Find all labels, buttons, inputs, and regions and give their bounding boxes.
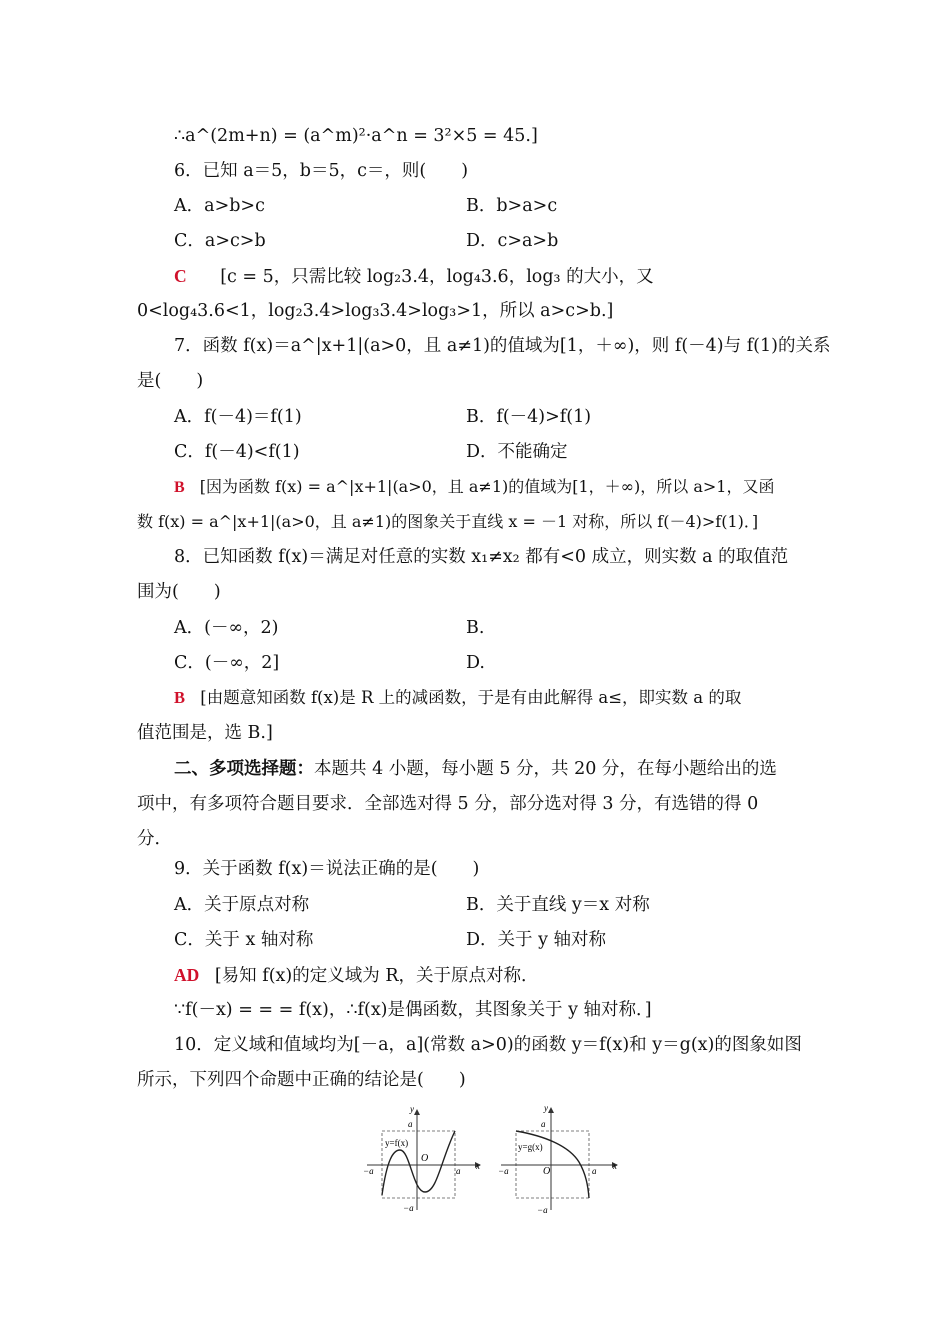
q8-option-b: B. [466,618,485,638]
graph-f-y-label: y [410,1104,414,1114]
q7-option-c: C．f(－4)<f(1) [174,442,300,462]
q7-stem-line2: 是( ) [137,371,204,391]
q8-answer-line2: 值范围是，选 B.] [137,723,273,743]
q9-answer-line2: ∵f(－x) = = = f(x)，∴f(x)是偶函数，其图象关于 y 轴对称．] [174,1000,652,1020]
section2-line2: 项中，有多项符合题目要求．全部选对得 5 分，部分选对得 3 分，有选错的得 0 [137,794,759,814]
q8-option-c: C．(－∞，2] [174,653,280,673]
q7-answer-line2: 数 f(x) = a^|x+1|(a>0，且 a≠1)的图象关于直线 x = －1 对称，所以 f(－4)>f(1)．] [137,512,759,531]
q6-option-a: A．a>b>c [174,196,265,216]
q8-answer-letter: B [174,688,186,707]
graph-g-neg-a-bottom: −a [537,1205,548,1215]
q7-option-b: B．f(－4)>f(1) [466,407,592,427]
q6-answer-letter: C [174,266,187,286]
q9-stem: 9．关于函数 f(x)＝说法正确的是( ) [174,859,480,879]
graph-f-neg-a-left: −a [363,1166,374,1176]
figure-graphs [355,1100,655,1220]
section2-line3: 分． [137,829,172,849]
graph-f-neg-a-bottom: −a [403,1203,414,1213]
q9-answer-letter: AD [174,965,200,985]
graph-f-origin: O [421,1153,429,1164]
q6-option-c: C．a>c>b [174,231,266,251]
graph-g-origin: O [543,1166,551,1177]
graph-f-label: y=f(x) [385,1138,409,1148]
graph-g-y-label: y [544,1103,548,1113]
q10-stem-line2: 所示，下列四个命题中正确的结论是( ) [137,1070,466,1090]
q9-option-d: D．关于 y 轴对称 [466,930,607,950]
q7-answer-line1: B [因为函数 f(x) = a^|x+1|(a>0，且 a≠1)的值域为[1，＋∞)，所以 a>1，又函 [174,477,775,496]
q7-answer-letter: B [174,479,185,496]
graph-g-x-label: x [613,1161,617,1171]
q6-option-d: D．c>a>b [466,231,559,251]
continuation-line: ∴a^(2m+n) = (a^m)²·a^n = 3²×5 = 45.] [174,126,538,146]
graph-f-a-top: a [408,1119,413,1129]
section2-line1: 二、多项选择题：本题共 4 小题，每小题 5 分，共 20 分，在每小题给出的选 [174,759,777,779]
q8-option-d: D. [466,653,485,673]
q6-option-b: B．b>a>c [466,196,558,216]
q8-stem-line2: 围为( ) [137,582,221,602]
q6-answer-line1: C [c = 5，只需比较 log₂3.4，log₄3.6，log₃ 的大小，又 [174,266,654,287]
graph-g [498,1103,617,1215]
q7-option-a: A．f(－4)＝f(1) [174,407,302,427]
q8-option-a: A．(－∞，2) [174,618,279,638]
q9-option-a: A．关于原点对称 [174,895,310,915]
q9-option-b: B．关于直线 y＝x 对称 [466,895,650,915]
graph-g-a-top: a [541,1119,546,1129]
q8-answer-line1: B [由题意知函数 f(x)是 R 上的减函数，于是有由此解得 a≤，即实数 a 的取 [174,688,742,707]
q9-option-c: C．关于 x 轴对称 [174,930,314,950]
graph-g-a-right: a [592,1166,597,1176]
q9-answer-line1: AD [易知 f(x)的定义域为 R，关于原点对称． [174,965,539,986]
graph-f-x-label: x [476,1161,480,1171]
q8-stem-line1: 8．已知函数 f(x)＝满足对任意的实数 x₁≠x₂ 都有<0 成立，则实数 a 的取值范 [174,547,789,567]
q10-stem-line1: 10．定义域和值域均为[－a，a](常数 a>0)的函数 y＝f(x)和 y＝g(x)的图象如图 [174,1035,802,1055]
q6-stem: 6．已知 a＝5，b＝5，c＝，则( ) [174,161,469,181]
section2-heading: 二、多项选择题： [174,759,314,779]
graph-g-neg-a-left: −a [498,1166,509,1176]
graph-f-a-right: a [456,1166,461,1176]
q7-option-d: D．不能确定 [466,442,568,462]
graph-f [363,1104,480,1213]
q7-stem-line1: 7．函数 f(x)＝a^|x+1|(a>0，且 a≠1)的值域为[1，＋∞)，则 f(－4)与 f(1)的关系 [174,336,831,356]
q6-answer-line2: 0<log₄3.6<1，log₂3.4>log₃3.4>log₃>1，所以 a>c>b.] [137,301,614,321]
graph-g-label: y=g(x) [518,1142,543,1152]
